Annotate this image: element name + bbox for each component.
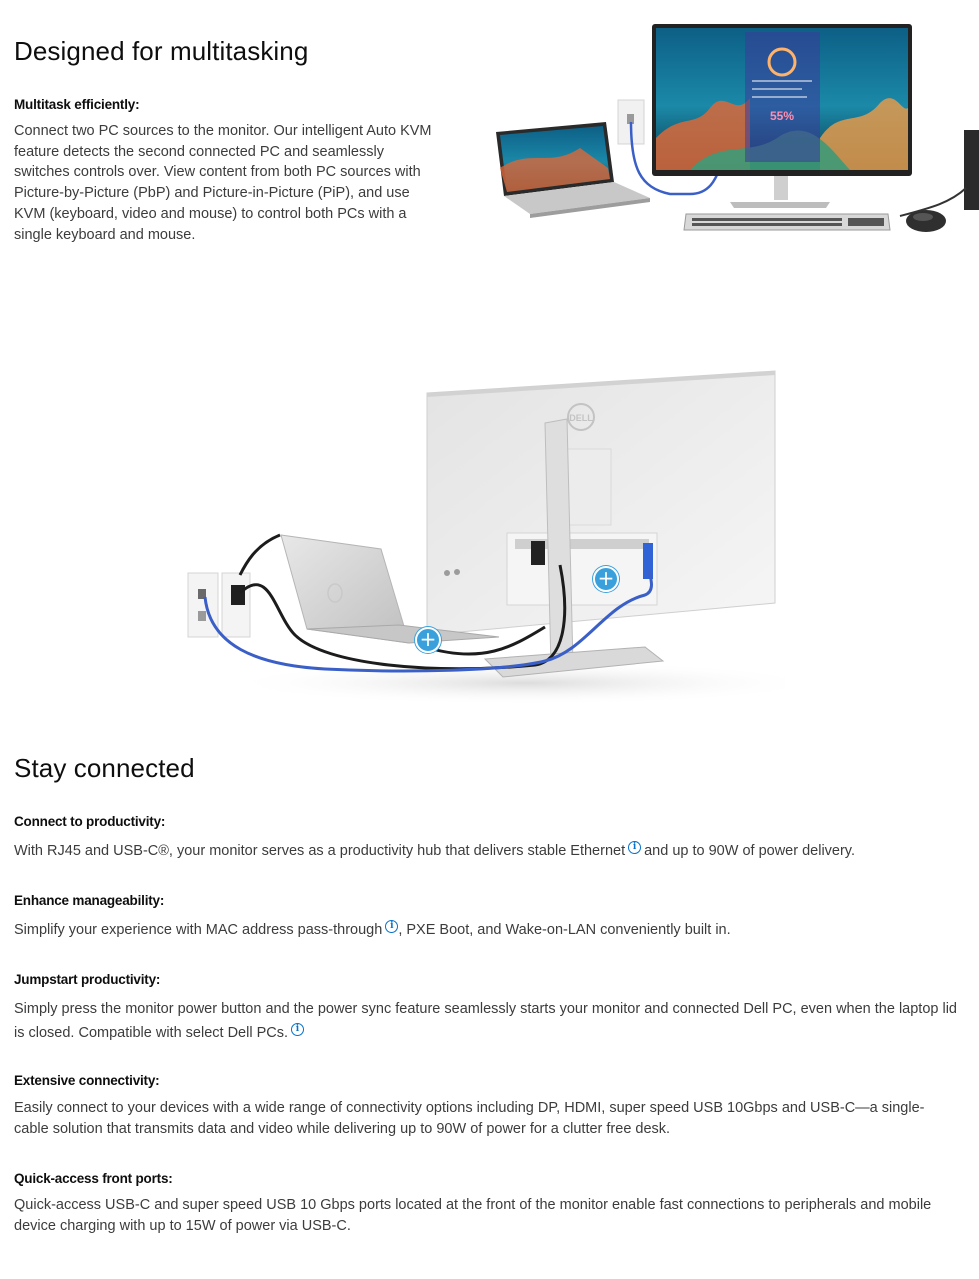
hotspot-plus-icon-monitor[interactable]: + <box>593 566 619 592</box>
feature-text-part: With RJ45 and USB-C®, your monitor serves as a productivity hub that delivers stable Ethernet <box>14 843 626 859</box>
hotspot-plus-icon-laptop[interactable]: + <box>415 627 441 653</box>
feature-text-part: , PXE Boot, and Wake-on-LAN conveniently built in. <box>398 922 731 938</box>
feature-title: Jumpstart productivity: <box>14 972 161 987</box>
feature-title: Enhance manageability: <box>14 893 165 908</box>
feature-text-part: and up to 90W of power delivery. <box>644 843 856 859</box>
feature-title: Connect to productivity: <box>14 814 166 829</box>
multitask-subheading: Multitask efficiently: <box>14 97 140 112</box>
multitask-paragraph: Connect two PC sources to the monitor. Our intelligent Auto KVM feature detects the second connected PC and seamlessly switches controls over. View content from both PC sources with Picture-by-Picture (PbP) and Picture-in-Picture (PiP), and use KVM (keyboard, video and mouse) to control both PCs with a single keyboard and mouse. <box>14 123 432 243</box>
feature-text: Easily connect to your devices with a wide range of connectivity options including DP, HDMI, super speed USB 10Gbps and USB-C—a single-cable solution that transmits data and video while delivering up to 90W of power for a clutter free desk. <box>14 1100 925 1137</box>
feature-text: Quick-access USB-C and super speed USB 10 Gbps ports located at the front of the monitor enable fast connections to peripherals and mobile device charging with up to 15W of power via USB-C. <box>14 1197 932 1234</box>
feature-text-part: Simplify your experience with MAC address pass-through <box>14 922 383 938</box>
info-icon[interactable]: i <box>385 920 398 933</box>
dell-logo-back: DELL <box>569 413 593 423</box>
feature-text <box>14 997 964 1045</box>
feature-title: Extensive connectivity: <box>14 1073 160 1088</box>
feature-text-part: Simply press the monitor power button and the power sync feature seamlessly starts your monitor and connected Dell PC, even when the laptop lid is closed. Compatible with select Dell PCs. <box>14 1001 957 1041</box>
monitor-back-image <box>185 365 785 710</box>
screen-percent: 55% <box>769 109 795 123</box>
feature-title: Quick-access front ports: <box>14 1171 173 1186</box>
stay-connected-heading: Stay connected <box>14 753 195 783</box>
multitasking-heading: Designed for multitasking <box>14 36 309 66</box>
info-icon[interactable]: i <box>291 1023 304 1036</box>
info-icon[interactable]: i <box>628 841 641 854</box>
feature-text <box>14 841 964 862</box>
feature-text <box>14 920 964 941</box>
desk-setup-image <box>490 18 979 250</box>
